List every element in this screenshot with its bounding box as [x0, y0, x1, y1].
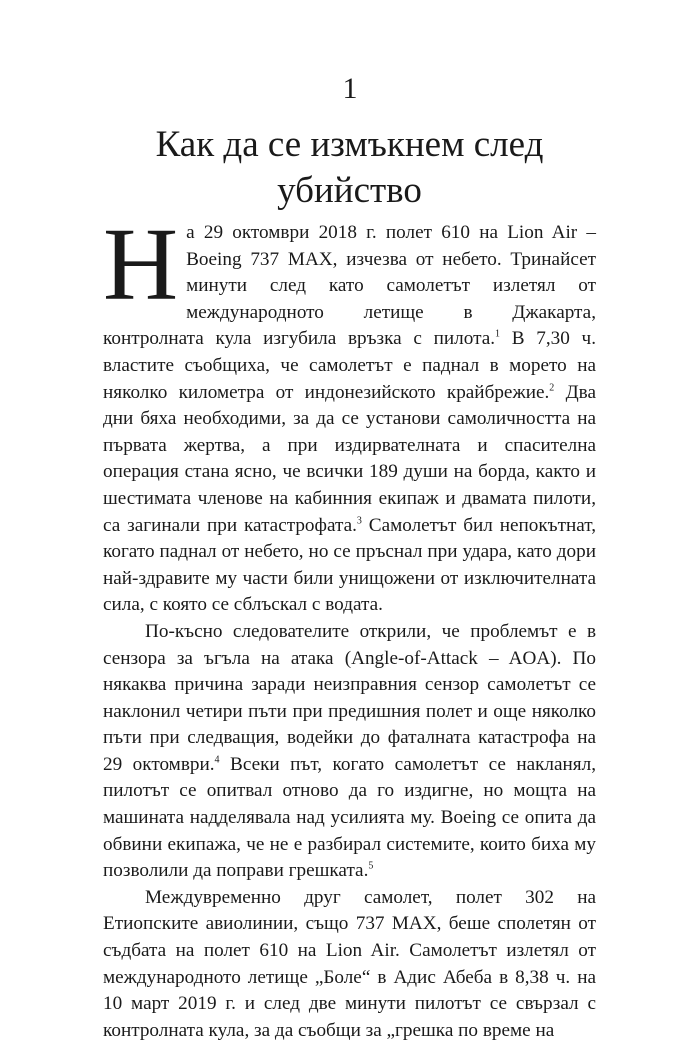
- footnote-marker[interactable]: 2: [549, 382, 555, 394]
- footnote-marker[interactable]: 1: [495, 328, 501, 340]
- paragraph-1: [103, 207, 597, 619]
- paragraph-text: Всеки път, когато самолетът се накланял, пилотът се опитвал отново да го издигне, но мощта на машината надделявала над усилията му. Boeing се опита да обвини екипажа, че не е разбирал системите, които биха му позволили да поправи грешката.: [103, 753, 596, 882]
- chapter-number: 1: [342, 72, 358, 105]
- chapter-body: [103, 207, 597, 1044]
- paragraph-text: В 7,30 ч. властите съобщиха, че самолетът е паднал в морето на няколко километра от индонезийското крайбрежие.: [103, 328, 597, 403]
- footnote-marker[interactable]: 5: [368, 860, 374, 872]
- footnote-marker[interactable]: 3: [356, 515, 362, 527]
- footnote-marker[interactable]: 4: [214, 754, 220, 766]
- paragraph-text: Два дни бяха необходими, за да се установи самоличността на първата жертва, а при издирвателната и спасителна операция стана ясно, че всички 189 души на борда, както и шестимата членове на кабинния екипаж и двамата пилоти, са загинали при катастрофата.: [103, 381, 596, 536]
- paragraph-text: Самолетът бил непокътнат, когато паднал от небето, но се пръснал при удара, като дори най-здравите му части били унищожени от изключителната сила, с която се сблъскал с водата.: [103, 514, 596, 616]
- paragraph-3: [103, 885, 596, 1044]
- paragraph-text: По-късно следователите открили, че проблемът е в сензора за ъгъла на атака (Angle-of-Attack – AOA). По някаква причина заради неизправния сензор самолетът се наклонил четири пъти при предишния полет и още няколко пъти при следващия, водейки до фаталната катастрофа на 29 октомври.: [103, 620, 596, 775]
- paragraph-2: [103, 619, 596, 885]
- paragraph-text: а 29 октомври 2018 г. полет 610 на Lion Air – Boeing 737 MAX, изчезва от небето. Тринайсет минути след като самолетът излетял от международното летище в Джакарта, контролната кула изгубила връзка с пилота.: [103, 222, 596, 350]
- paragraph-text: Междувременно друг самолет, полет 302 на Етиопските авиолинии, също 737 MAX, беше сполетян от съдбата на полет 610 на Lion Air. Самолетът излетял от международното летище „Боле“ в Адис Абеба в 8,38 ч. на 10 март 2019 г. и след две минути пилотът се свързал с контролната кула, за да съобщи за „грешка по време на: [103, 886, 596, 1041]
- chapter-title: Как да се измъкнем след убийство: [155, 124, 544, 211]
- drop-cap: Н: [103, 207, 179, 322]
